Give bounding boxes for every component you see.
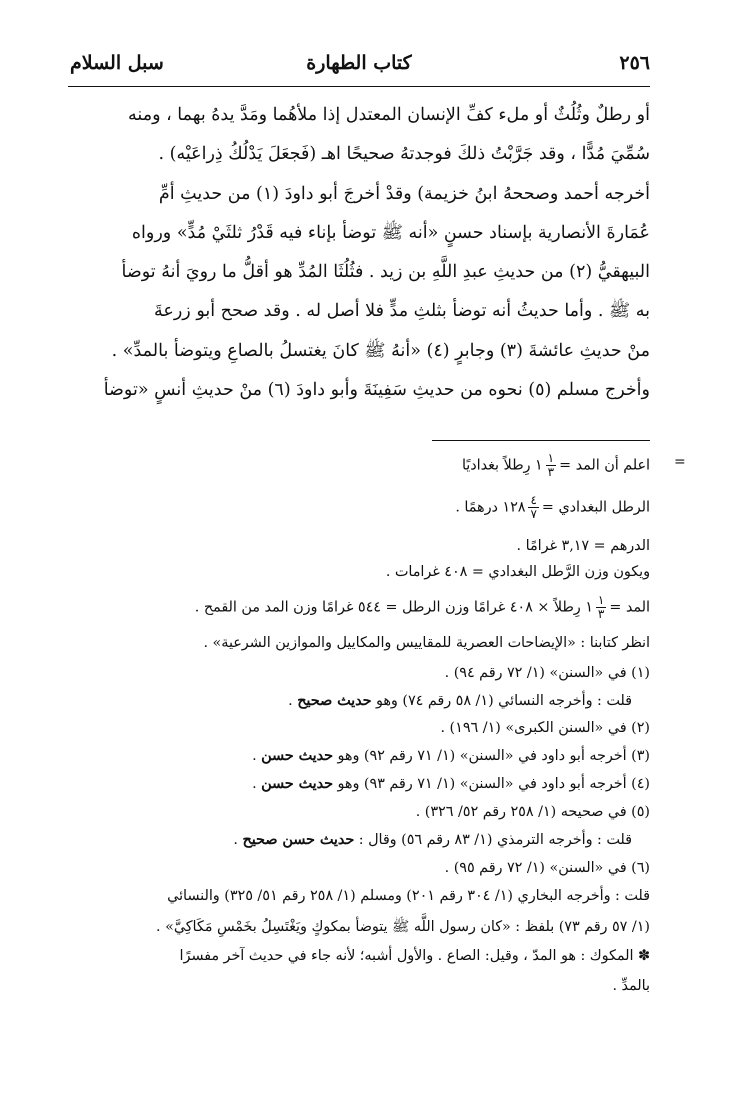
- footnote-1: (١) في «السنن» (١/ ٧٢ رقم ٩٤) .: [444, 665, 650, 681]
- footnote-2: (٢) في «السنن الكبرى» (١/ ١٩٦) .: [440, 720, 650, 736]
- star-note-line-2: بالمدِّ .: [612, 978, 650, 994]
- grading: حديث صحيح: [297, 693, 372, 709]
- text-line: به ﷺ . وأما حديثُ أنه توضأ بثلثِ مدٍّ فلا أصل له . وقد صحح أبو زرعةَ: [154, 301, 650, 322]
- note-text: ١٢٨ درهمًا .: [455, 499, 526, 516]
- page-number: ٢٥٦: [619, 52, 650, 74]
- main-text: [68, 96, 650, 410]
- note-text: (٣) أخرجه أبو داود في «السنن» (١/ ٧١ رقم ٩٢) وهو: [337, 748, 650, 764]
- footnote-6-comment-line-2: (١/ ٥٧ رقم ٧٣) بلفظ : «كان رسول اللَّه ﷺ يتوضأ بمكوكٍ ويَغْتَسِلُ بخَمْسِ مَكَاكِيَّ» .: [156, 919, 650, 935]
- fraction: [528, 494, 538, 521]
- page-header: [68, 46, 650, 82]
- grading: حديث حسن: [261, 776, 333, 792]
- footnote-4: (٤) أخرجه أبو داود في «السنن» (١/ ٧١ رقم ٩٣) وهو حديث حسن .: [252, 776, 650, 792]
- text-line: عُمَارةَ الأنصارية بإسناد حسنٍ «أنه ﷺ توضأ بإناء فيه قَدْرُ ثلثَيْ مُدٍّ» ورواه: [131, 222, 650, 243]
- star-note-line-1: ✽ المكوك : هو المدّ ، وقيل: الصاع . والأول أشبه؛ لأنه جاء في حديث آخر مفسرًا: [179, 948, 650, 964]
- text-line: وأخرج مسلم (٥) نحوه من حديثِ سَفِينَةَ وأبو داودَ (٦) منْ حديثِ أنسٍ «توضأ: [103, 380, 650, 401]
- note-text: ١ رِطلاً × ٤٠٨ غرامًا وزن الرطل = ٥٤٤ غرامًا وزن المد من القمح .: [194, 599, 593, 616]
- grading: حديث حسن صحيح: [242, 832, 355, 848]
- fraction-denominator: ٣: [597, 607, 605, 621]
- text-line: منْ حديثِ عائشةَ (٣) وجابرٍ (٤) «أنهُ ﷺ كانَ يغتسلُ بالصاعِ ويتوضأ بالمدِّ» .: [111, 340, 650, 361]
- text-line: سُمِّيَ مُدًّا ، وقد جَرَّبْتُ ذلكَ فوجدتهُ صحيحًا اهـ (فَجعَلَ يَدْلُكُ ذِراعَيْه) .: [158, 144, 650, 165]
- note-text: المد =: [609, 599, 650, 616]
- text-line: البيهقيُّ (٢) من حديثِ عبدِ اللَّهِ بن زيد . فثُلُثَا المُدِّ هو أقلُّ ما رويَ أنهُ توضأ: [121, 262, 650, 283]
- note-weight: ويكون وزن الرَّطل البغدادي = ٤٠٨ غرامات .: [385, 564, 650, 580]
- note-text: ١ رِطلاً بغداديًا: [461, 457, 543, 474]
- note-calc: [195, 594, 650, 621]
- chapter-title: كتاب الطهارة: [306, 52, 412, 74]
- fraction-denominator: ٣: [547, 465, 555, 479]
- note-see-book: انظر كتابنا : «الإيضاحات العصرية للمقاييس والمكاييل والموازين الشرعية» .: [203, 635, 650, 651]
- note-dirham: الدرهم = ٣,١٧ غرامًا .: [516, 538, 650, 554]
- fraction: [546, 452, 556, 479]
- margin-mark: =: [674, 454, 686, 470]
- footnote-5: (٥) في صحيحه (١/ ٢٥٨ رقم ٥٢/ ٣٢٦) .: [415, 804, 650, 820]
- fraction-numerator: ٤: [530, 493, 537, 507]
- footnote-5-comment: قلت : وأخرجه الترمذي (١/ ٨٣ رقم ٥٦) وقال : حديث حسن صحيح .: [233, 832, 632, 848]
- footnote-1-comment: قلت : وأخرجه النسائي (١/ ٥٨ رقم ٧٤) وهو حديث صحيح .: [288, 693, 632, 709]
- note-text: (٤) أخرجه أبو داود في «السنن» (١/ ٧١ رقم ٩٣) وهو: [337, 776, 650, 792]
- fraction: [596, 594, 606, 621]
- fraction-numerator: ١: [547, 451, 555, 465]
- note-mudd: [462, 452, 650, 479]
- note-text: اعلم أن المد =: [559, 457, 650, 474]
- book-title: سبل السلام: [70, 52, 164, 74]
- footnote-rule: [432, 440, 650, 441]
- header-rule: [68, 86, 650, 87]
- note-text: قلت : وأخرجه النسائي (١/ ٥٨ رقم ٧٤) وهو: [375, 693, 632, 709]
- note-ratl: [455, 494, 650, 521]
- note-text: قلت : وأخرجه الترمذي (١/ ٨٣ رقم ٥٦) وقال :: [358, 832, 632, 848]
- fraction-numerator: ١: [597, 593, 605, 607]
- fraction-denominator: ٧: [530, 507, 537, 521]
- footnote-6-comment-line-1: قلت : وأخرجه البخاري (١/ ٣٠٤ رقم ٢٠١) ومسلم (١/ ٢٥٨ رقم ٥١/ ٣٢٥) والنسائي: [167, 888, 650, 904]
- text-line: أخرجه أحمد وصححهُ ابنُ خزيمة) وقدْ أخرجَ أبو داودَ (١) من حديثِ أمِّ: [158, 183, 650, 204]
- note-text: الرطل البغدادي =: [541, 499, 650, 516]
- footnote-6: (٦) في «السنن» (١/ ٧٢ رقم ٩٥) .: [444, 860, 650, 876]
- footnote-3: (٣) أخرجه أبو داود في «السنن» (١/ ٧١ رقم ٩٢) وهو حديث حسن .: [252, 748, 650, 764]
- text-line: أو رطلٌ وثُلُثٌ أو ملء كفِّ الإنسان المعتدل إذا ملأهُما ومَدَّ يدهُ بهما ، ومنه: [128, 105, 650, 125]
- grading: حديث حسن: [261, 748, 333, 764]
